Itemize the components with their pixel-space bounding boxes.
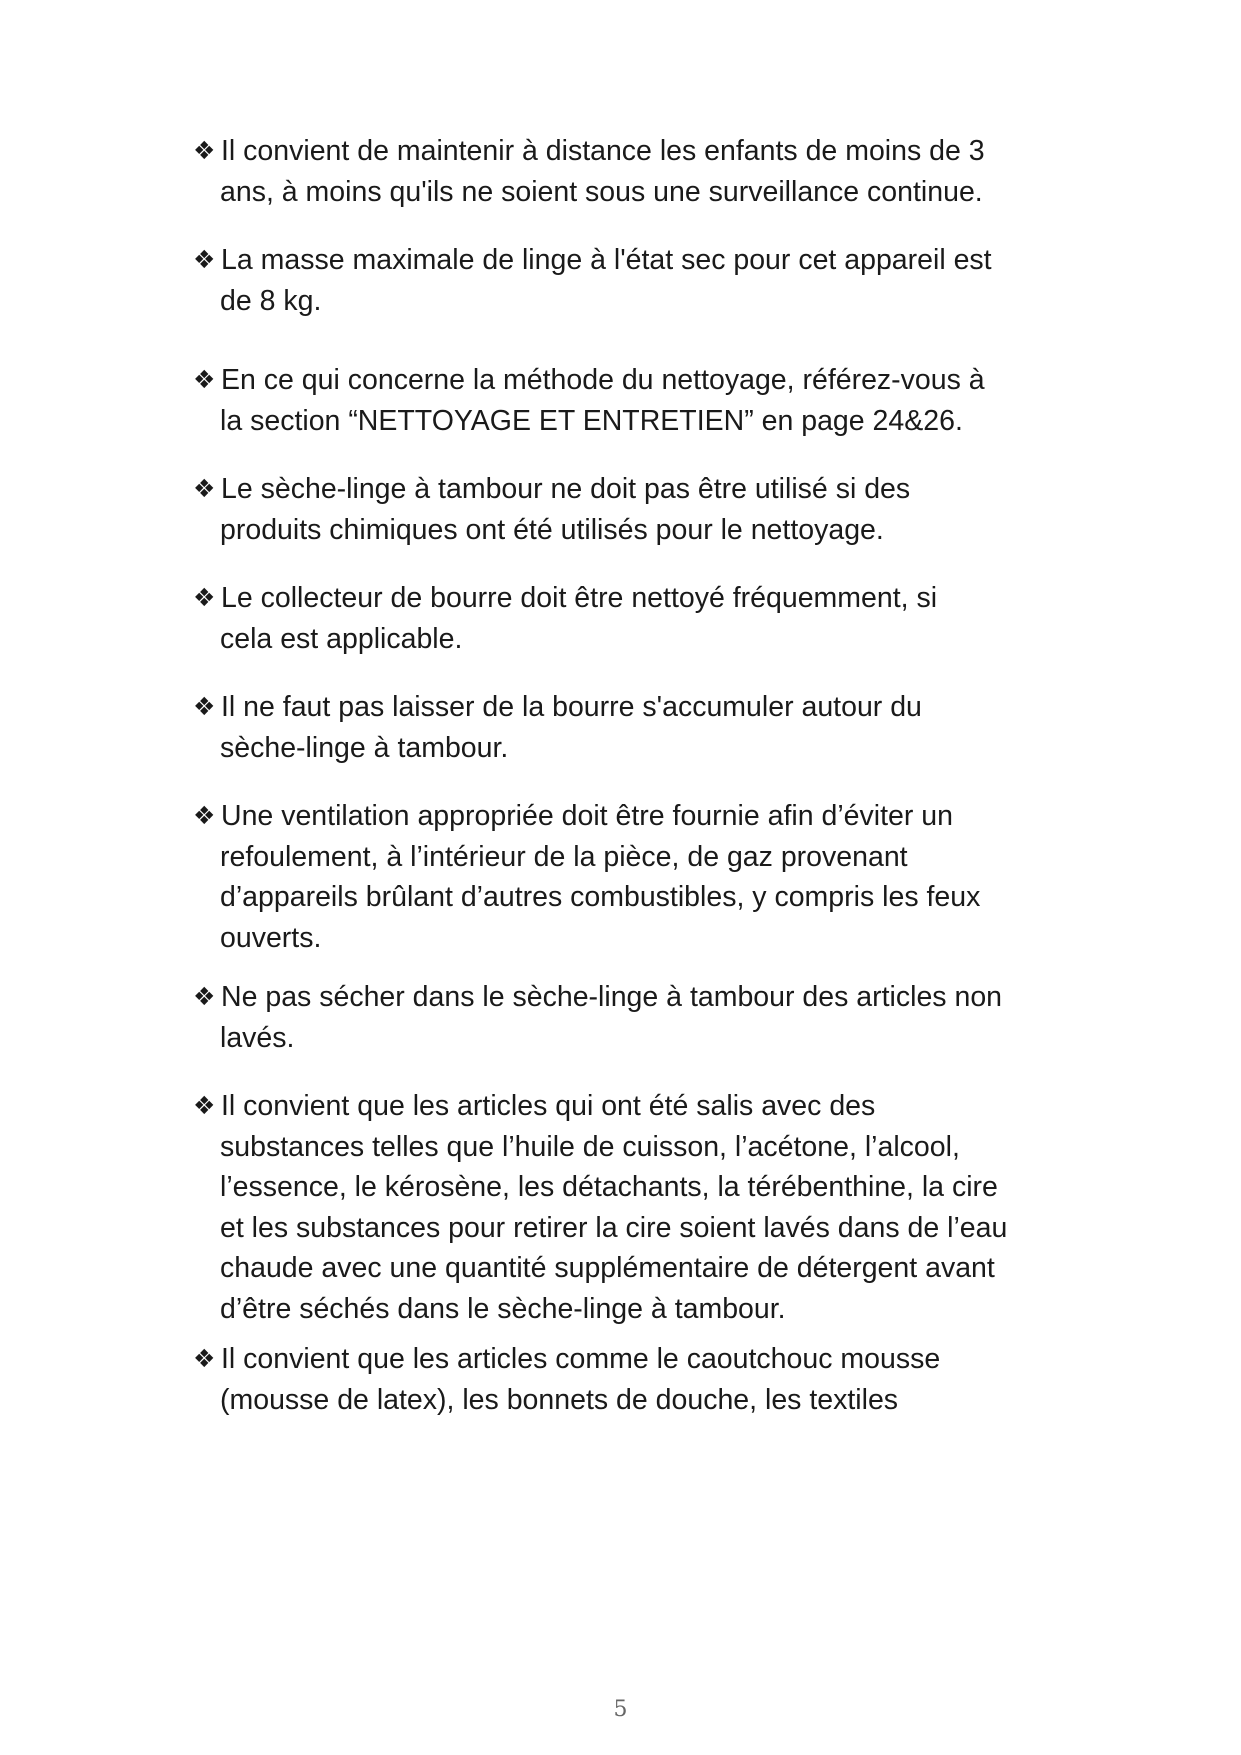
item-first-line (193, 1339, 1083, 1380)
item-text-line: chaude avec une quantité supplémentaire de détergent avant (220, 1252, 995, 1284)
item-text-line: d’être séchés dans le sèche-linge à tambour. (220, 1292, 786, 1325)
item-first-line (193, 977, 1083, 1018)
safety-item-lint-accumulation (193, 687, 1083, 768)
item-text-line: la section “NETTOYAGE ET ENTRETIEN” en page 24&26. (220, 404, 963, 437)
item-first-line (193, 796, 1083, 837)
item-text-line: produits chimiques ont été utilisés pour le nettoyage. (220, 513, 884, 546)
four-diamond-bullet-icon: ❖ (193, 137, 216, 165)
safety-item-children (193, 131, 1083, 212)
item-text-line: sèche-linge à tambour. (220, 731, 509, 764)
safety-item-foam-rubber (193, 1339, 1083, 1420)
four-diamond-bullet-icon: ❖ (193, 584, 216, 612)
item-text-line: En ce qui concerne la méthode du nettoyage, référez-vous à (221, 364, 985, 396)
item-text-line: Il convient de maintenir à distance les enfants de moins de 3 (221, 135, 985, 167)
item-text-line: de 8 kg. (220, 284, 322, 317)
item-first-line (193, 1086, 1083, 1127)
item-text-line: Il convient que les articles qui ont été salis avec des (221, 1090, 876, 1122)
item-text-line: cela est applicable. (220, 622, 463, 655)
four-diamond-bullet-icon: ❖ (193, 802, 216, 830)
item-first-line (193, 687, 1083, 728)
item-first-line (193, 578, 1083, 619)
safety-item-max-load (193, 240, 1083, 321)
item-text-line: Une ventilation appropriée doit être fournie afin d’éviter un (221, 800, 953, 832)
four-diamond-bullet-icon: ❖ (193, 1345, 216, 1373)
four-diamond-bullet-icon: ❖ (193, 1092, 216, 1120)
item-first-line (193, 469, 1083, 510)
item-text-line: refoulement, à l’intérieur de la pièce, de gaz provenant (220, 840, 908, 873)
safety-item-ventilation (193, 796, 1083, 958)
four-diamond-bullet-icon: ❖ (193, 475, 216, 503)
safety-item-chemicals (193, 469, 1083, 550)
item-first-line (193, 240, 1083, 281)
item-text-line: (mousse de latex), les bonnets de douche, les textiles (220, 1383, 899, 1416)
safety-item-lint-filter (193, 578, 1083, 659)
item-text-line: Le collecteur de bourre doit être nettoyé fréquemment, si (221, 582, 938, 614)
item-text-line: La masse maximale de linge à l'état sec pour cet appareil est (221, 244, 992, 276)
item-text-line: et les substances pour retirer la cire soient lavés dans de l’eau (220, 1211, 1008, 1244)
item-text-line: Il ne faut pas laisser de la bourre s'accumuler autour du (221, 691, 922, 723)
safety-item-cleaning-method (193, 360, 1083, 441)
item-text-line: l’essence, le kérosène, les détachants, la térébenthine, la cire (220, 1171, 998, 1203)
item-text-line: Ne pas sécher dans le sèche-linge à tambour des articles non (221, 981, 1003, 1013)
page-number: 5 (613, 1697, 628, 1722)
safety-item-unwashed-articles (193, 977, 1083, 1058)
item-text-line: lavés. (220, 1021, 295, 1054)
item-first-line (193, 131, 1083, 172)
four-diamond-bullet-icon: ❖ (193, 246, 216, 274)
four-diamond-bullet-icon: ❖ (193, 366, 216, 394)
four-diamond-bullet-icon: ❖ (193, 983, 216, 1011)
four-diamond-bullet-icon: ❖ (193, 693, 216, 721)
item-text-line: Il convient que les articles comme le caoutchouc mousse (221, 1343, 941, 1375)
item-text-line: ans, à moins qu'ils ne soient sous une surveillance continue. (220, 175, 983, 208)
item-text-line: Le sèche-linge à tambour ne doit pas être utilisé si des (221, 473, 911, 505)
item-first-line (193, 360, 1083, 401)
item-text-line: d’appareils brûlant d’autres combustibles, y compris les feux (220, 881, 981, 913)
item-text-line: ouverts. (220, 921, 322, 954)
safety-item-soiled-articles (193, 1086, 1083, 1329)
item-text-line: substances telles que l’huile de cuisson, l’acétone, l’alcool, (220, 1130, 960, 1163)
